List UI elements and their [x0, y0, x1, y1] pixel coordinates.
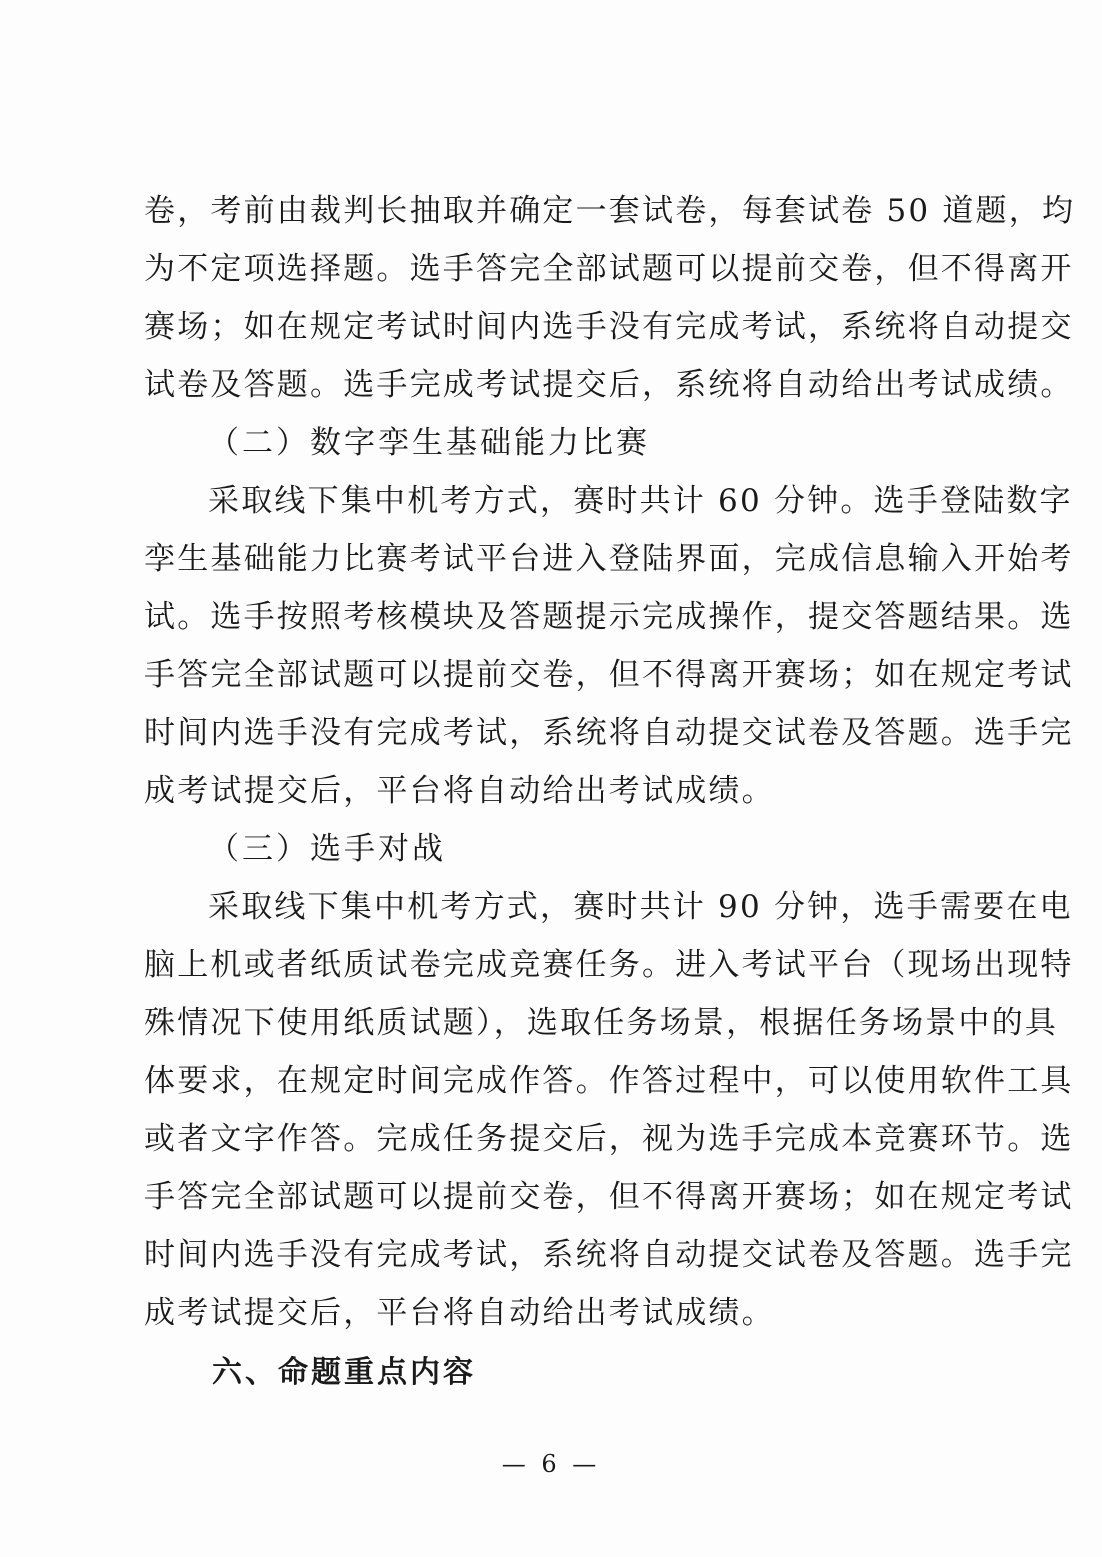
paragraph-line: 体要求，在规定时间完成作答。作答过程中，可以使用软件工具	[144, 1063, 1074, 1099]
paragraph-line: 或者文字作答。完成任务提交后，视为选手完成本竞赛环节。选	[144, 1121, 1074, 1157]
paragraph-line: 成考试提交后，平台将自动给出考试成绩。	[144, 1295, 775, 1331]
section-heading: （二）数字孪生基础能力比赛	[208, 425, 650, 461]
paragraph-line: 殊情况下使用纸质试题），选取任务场景，根据任务场景中的具	[144, 1005, 1059, 1041]
paragraph-line: 手答完全部试题可以提前交卷，但不得离开赛场；如在规定考试	[144, 1179, 1074, 1215]
paragraph-line: 时间内选手没有完成考试，系统将自动提交试卷及答题。选手完	[144, 715, 1074, 751]
paragraph-line: 试卷及答题。选手完成考试提交后，系统将自动给出考试成绩。	[144, 367, 1074, 403]
paragraph-line: 卷，考前由裁判长抽取并确定一套试卷，每套试卷 50 道题，均	[144, 193, 1076, 229]
paragraph-line: 成考试提交后，平台将自动给出考试成绩。	[144, 773, 775, 809]
paragraph-line: 为不定项选择题。选手答完全部试题可以提前交卷，但不得离开	[144, 251, 1074, 287]
paragraph-line: 孪生基础能力比赛考试平台进入登陆界面，完成信息输入开始考	[144, 541, 1074, 577]
paragraph-line: 试。选手按照考核模块及答题提示完成操作，提交答题结果。选	[144, 599, 1074, 635]
paragraph-line: 采取线下集中机考方式，赛时共计 90 分钟，选手需要在电	[208, 889, 1073, 925]
paragraph-line: 脑上机或者纸质试卷完成竞赛任务。进入考试平台（现场出现特	[144, 947, 1074, 983]
chapter-heading: 六、命题重点内容	[212, 1355, 476, 1390]
paragraph-line: 采取线下集中机考方式，赛时共计 60 分钟。选手登陆数字	[208, 483, 1073, 519]
paragraph-line: 时间内选手没有完成考试，系统将自动提交试卷及答题。选手完	[144, 1237, 1074, 1273]
paragraph-line: 赛场；如在规定考试时间内选手没有完成考试，系统将自动提交	[144, 309, 1074, 345]
section-heading: （三）选手对战	[208, 831, 446, 867]
page-number: — 6 —	[501, 1450, 601, 1478]
paragraph-line: 手答完全部试题可以提前交卷，但不得离开赛场；如在规定考试	[144, 657, 1074, 693]
